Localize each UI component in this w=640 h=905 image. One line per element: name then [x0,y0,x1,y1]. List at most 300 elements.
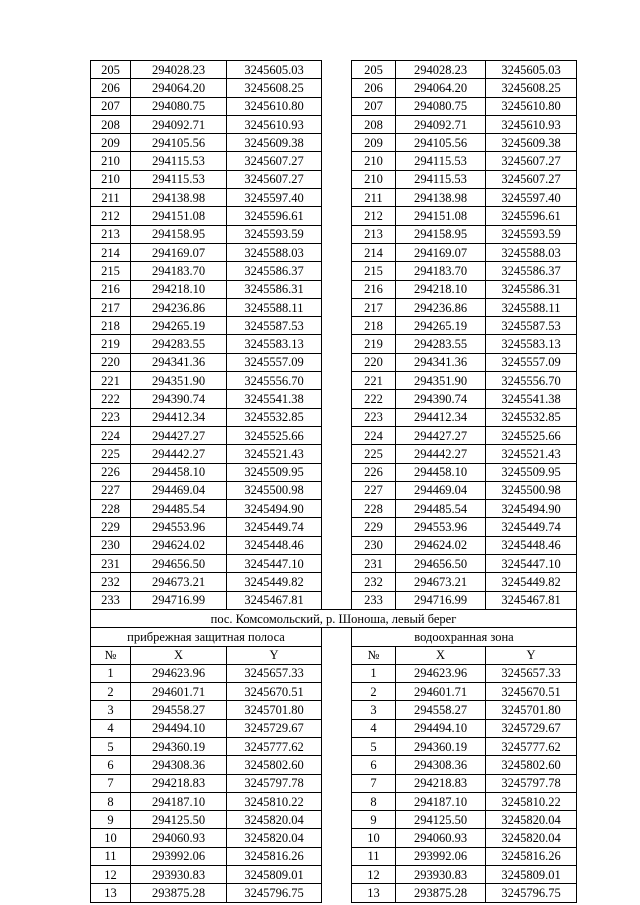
left-no-cell: 224 [91,426,131,444]
table-row [91,262,577,280]
left-no-cell: 227 [91,481,131,499]
column-gap [322,152,352,170]
right-no-cell: 10 [352,829,396,847]
left-y-cell: 3245586.37 [227,262,322,280]
right-y-cell: 3245586.31 [486,280,577,298]
left-x-cell: 294469.04 [131,481,227,499]
right-no-cell: 223 [352,408,396,426]
left-y-cell: 3245521.43 [227,445,322,463]
left-no-cell: 209 [91,134,131,152]
column-gap [322,866,352,884]
left-no-cell: 1 [91,664,131,682]
table-row [91,591,577,609]
right-y-cell: 3245586.37 [486,262,577,280]
column-gap [322,884,352,902]
right-no-cell: 206 [352,79,396,97]
table-row [91,500,577,518]
right-y-cell: 3245820.04 [486,829,577,847]
table-row [91,61,577,79]
table-row [91,573,577,591]
left-x-cell: 294060.93 [131,829,227,847]
left-y-cell: 3245802.60 [227,756,322,774]
right-no-cell: 12 [352,866,396,884]
right-no-cell: 228 [352,500,396,518]
right-y-cell: 3245521.43 [486,445,577,463]
table-row [91,317,577,335]
left-x-cell: 294601.71 [131,683,227,701]
right-no-cell: 210 [352,170,396,188]
left-y-cell: 3245588.03 [227,243,322,261]
right-no-cell: 233 [352,591,396,609]
left-no-cell: 12 [91,866,131,884]
right-x-cell: 294236.86 [396,298,486,316]
column-gap [322,225,352,243]
left-no-cell: 210 [91,152,131,170]
right-y-cell: 3245500.98 [486,481,577,499]
left-x-cell: 294716.99 [131,591,227,609]
table-body-top [91,61,577,610]
table-row [91,298,577,316]
left-y-cell: 3245820.04 [227,811,322,829]
table-row [91,719,577,737]
right-y-cell: 3245701.80 [486,701,577,719]
right-y-cell: 3245467.81 [486,591,577,609]
right-x-cell: 294060.93 [396,829,486,847]
left-no-cell: 218 [91,317,131,335]
right-no-cell: 3 [352,701,396,719]
left-col-header-no: № [91,646,131,664]
right-x-cell: 294125.50 [396,811,486,829]
right-x-cell: 294624.02 [396,536,486,554]
right-no-cell: 219 [352,335,396,353]
right-y-cell: 3245588.11 [486,298,577,316]
right-y-cell: 3245608.25 [486,79,577,97]
right-no-cell: 11 [352,847,396,865]
right-no-cell: 9 [352,811,396,829]
left-x-cell: 293875.28 [131,884,227,902]
table-row [91,683,577,701]
column-gap [322,847,352,865]
right-no-cell: 1 [352,664,396,682]
left-y-cell: 3245448.46 [227,536,322,554]
right-x-cell: 294265.19 [396,317,486,335]
right-x-cell: 294158.95 [396,225,486,243]
left-y-cell: 3245587.53 [227,317,322,335]
table-row [91,280,577,298]
table-row [91,555,577,573]
table-section-header [91,609,577,664]
right-no-cell: 226 [352,463,396,481]
left-y-cell: 3245447.10 [227,555,322,573]
left-x-cell: 294125.50 [131,811,227,829]
left-y-cell: 3245777.62 [227,737,322,755]
right-x-cell: 294308.36 [396,756,486,774]
left-y-cell: 3245609.38 [227,134,322,152]
left-y-cell: 3245541.38 [227,390,322,408]
left-no-cell: 4 [91,719,131,737]
column-gap [322,298,352,316]
column-gap [322,719,352,737]
right-y-cell: 3245449.82 [486,573,577,591]
left-y-cell: 3245820.04 [227,829,322,847]
column-gap [322,445,352,463]
right-no-cell: 205 [352,61,396,79]
left-y-cell: 3245596.61 [227,207,322,225]
right-col-header-y: Y [486,646,577,664]
left-x-cell: 293930.83 [131,866,227,884]
right-no-cell: 13 [352,884,396,902]
left-y-cell: 3245796.75 [227,884,322,902]
right-x-cell: 293875.28 [396,884,486,902]
table-row [91,536,577,554]
right-no-cell: 8 [352,792,396,810]
left-x-cell: 294341.36 [131,353,227,371]
left-x-cell: 294218.83 [131,774,227,792]
right-no-cell: 7 [352,774,396,792]
left-no-cell: 2 [91,683,131,701]
left-no-cell: 7 [91,774,131,792]
column-gap [322,115,352,133]
left-x-cell: 294169.07 [131,243,227,261]
left-x-cell: 294236.86 [131,298,227,316]
left-x-cell: 294673.21 [131,573,227,591]
left-x-cell: 294308.36 [131,756,227,774]
column-gap [322,756,352,774]
table-body-bottom [91,664,577,902]
right-y-cell: 3245802.60 [486,756,577,774]
table-row [91,811,577,829]
table-row [91,518,577,536]
column-gap [322,536,352,554]
column-gap [322,500,352,518]
table-row [91,115,577,133]
left-x-cell: 294427.27 [131,426,227,444]
left-x-cell: 294283.55 [131,335,227,353]
right-x-cell: 294187.10 [396,792,486,810]
left-x-cell: 294028.23 [131,61,227,79]
left-no-cell: 208 [91,115,131,133]
left-no-cell: 222 [91,390,131,408]
table-row [91,335,577,353]
left-no-cell: 214 [91,243,131,261]
right-no-cell: 232 [352,573,396,591]
left-x-cell: 294064.20 [131,79,227,97]
right-x-cell: 294390.74 [396,390,486,408]
right-y-cell: 3245557.09 [486,353,577,371]
table-row [91,426,577,444]
left-no-cell: 211 [91,189,131,207]
left-no-cell: 217 [91,298,131,316]
left-y-cell: 3245586.31 [227,280,322,298]
left-no-cell: 228 [91,500,131,518]
right-y-cell: 3245670.51 [486,683,577,701]
right-x-cell: 294656.50 [396,555,486,573]
right-y-cell: 3245449.74 [486,518,577,536]
right-x-cell: 294218.83 [396,774,486,792]
right-y-cell: 3245448.46 [486,536,577,554]
right-no-cell: 209 [352,134,396,152]
column-gap [322,97,352,115]
table-row [91,884,577,902]
column-gap [322,426,352,444]
right-y-cell: 3245447.10 [486,555,577,573]
right-no-cell: 217 [352,298,396,316]
column-gap [322,737,352,755]
column-gap [322,207,352,225]
table-row [91,134,577,152]
column-gap [322,829,352,847]
right-x-cell: 294138.98 [396,189,486,207]
right-no-cell: 5 [352,737,396,755]
right-x-cell: 294092.71 [396,115,486,133]
left-x-cell: 294485.54 [131,500,227,518]
right-x-cell: 293930.83 [396,866,486,884]
right-y-cell: 3245810.22 [486,792,577,810]
right-x-cell: 294427.27 [396,426,486,444]
right-no-cell: 213 [352,225,396,243]
left-no-cell: 223 [91,408,131,426]
coordinates-table [90,60,577,903]
right-x-cell: 294283.55 [396,335,486,353]
left-y-cell: 3245509.95 [227,463,322,481]
left-y-cell: 3245532.85 [227,408,322,426]
right-x-cell: 294469.04 [396,481,486,499]
right-y-cell: 3245593.59 [486,225,577,243]
right-no-cell: 6 [352,756,396,774]
column-gap [322,134,352,152]
right-col-header-x: X [396,646,486,664]
left-x-cell: 294092.71 [131,115,227,133]
left-x-cell: 293992.06 [131,847,227,865]
left-x-cell: 294558.27 [131,701,227,719]
column-gap [322,408,352,426]
left-x-cell: 294623.96 [131,664,227,682]
table-row [91,243,577,261]
right-y-cell: 3245809.01 [486,866,577,884]
left-x-cell: 294265.19 [131,317,227,335]
left-y-cell: 3245657.33 [227,664,322,682]
right-x-cell: 294169.07 [396,243,486,261]
right-x-cell: 294412.34 [396,408,486,426]
left-y-cell: 3245593.59 [227,225,322,243]
left-col-header-y: Y [227,646,322,664]
left-no-cell: 231 [91,555,131,573]
left-no-cell: 210 [91,170,131,188]
left-no-cell: 5 [91,737,131,755]
right-y-cell: 3245796.75 [486,884,577,902]
section-title: пос. Комсомольский, р. Шоноша, левый берег [91,609,577,627]
table-row [91,866,577,884]
right-x-cell: 294341.36 [396,353,486,371]
column-gap [322,481,352,499]
left-no-cell: 207 [91,97,131,115]
right-y-cell: 3245556.70 [486,372,577,390]
right-x-cell: 294080.75 [396,97,486,115]
column-gap [322,774,352,792]
left-no-cell: 212 [91,207,131,225]
right-col-header-no: № [352,646,396,664]
table-row [91,737,577,755]
left-x-cell: 294115.53 [131,152,227,170]
column-gap [322,573,352,591]
right-x-cell: 294623.96 [396,664,486,682]
right-no-cell: 218 [352,317,396,335]
right-x-cell: 294151.08 [396,207,486,225]
left-x-cell: 294390.74 [131,390,227,408]
right-x-cell: 294716.99 [396,591,486,609]
left-x-cell: 294138.98 [131,189,227,207]
left-x-cell: 294360.19 [131,737,227,755]
table-row [91,152,577,170]
right-y-cell: 3245587.53 [486,317,577,335]
table-row [91,189,577,207]
right-x-cell: 294064.20 [396,79,486,97]
column-gap [322,372,352,390]
right-y-cell: 3245610.80 [486,97,577,115]
left-x-cell: 294624.02 [131,536,227,554]
left-x-cell: 294412.34 [131,408,227,426]
table-row [91,792,577,810]
left-no-cell: 3 [91,701,131,719]
column-gap [322,79,352,97]
left-y-cell: 3245449.82 [227,573,322,591]
table-row [91,408,577,426]
left-x-cell: 294080.75 [131,97,227,115]
right-zone-heading: водоохранная зона [352,628,577,646]
right-no-cell: 222 [352,390,396,408]
right-no-cell: 210 [352,152,396,170]
left-y-cell: 3245583.13 [227,335,322,353]
column-gap [322,243,352,261]
left-no-cell: 221 [91,372,131,390]
right-x-cell: 294458.10 [396,463,486,481]
table-row [91,353,577,371]
right-x-cell: 294494.10 [396,719,486,737]
right-y-cell: 3245609.38 [486,134,577,152]
left-x-cell: 294105.56 [131,134,227,152]
right-no-cell: 2 [352,683,396,701]
left-no-cell: 232 [91,573,131,591]
right-no-cell: 220 [352,353,396,371]
table-row [91,701,577,719]
left-no-cell: 215 [91,262,131,280]
column-gap [322,683,352,701]
right-no-cell: 225 [352,445,396,463]
column-gap [322,591,352,609]
right-no-cell: 216 [352,280,396,298]
left-no-cell: 229 [91,518,131,536]
left-x-cell: 294218.10 [131,280,227,298]
column-gap [322,335,352,353]
column-gap [322,463,352,481]
column-gap [322,61,352,79]
right-x-cell: 294028.23 [396,61,486,79]
right-y-cell: 3245588.03 [486,243,577,261]
table-row [91,170,577,188]
right-y-cell: 3245729.67 [486,719,577,737]
left-no-cell: 230 [91,536,131,554]
right-y-cell: 3245583.13 [486,335,577,353]
right-no-cell: 207 [352,97,396,115]
left-no-cell: 10 [91,829,131,847]
right-no-cell: 208 [352,115,396,133]
right-no-cell: 231 [352,555,396,573]
left-y-cell: 3245610.93 [227,115,322,133]
left-x-cell: 294158.95 [131,225,227,243]
left-y-cell: 3245670.51 [227,683,322,701]
column-gap [322,811,352,829]
right-y-cell: 3245597.40 [486,189,577,207]
right-y-cell: 3245525.66 [486,426,577,444]
left-no-cell: 216 [91,280,131,298]
left-x-cell: 294656.50 [131,555,227,573]
left-y-cell: 3245557.09 [227,353,322,371]
right-y-cell: 3245820.04 [486,811,577,829]
left-y-cell: 3245449.74 [227,518,322,536]
left-no-cell: 11 [91,847,131,865]
column-gap [322,646,352,664]
left-x-cell: 294351.90 [131,372,227,390]
right-x-cell: 294442.27 [396,445,486,463]
right-x-cell: 294601.71 [396,683,486,701]
left-x-cell: 294183.70 [131,262,227,280]
table-row [91,756,577,774]
left-no-cell: 226 [91,463,131,481]
right-no-cell: 212 [352,207,396,225]
right-no-cell: 227 [352,481,396,499]
right-no-cell: 214 [352,243,396,261]
column-gap [322,628,352,646]
left-y-cell: 3245607.27 [227,170,322,188]
left-y-cell: 3245588.11 [227,298,322,316]
table-row [91,445,577,463]
left-no-cell: 233 [91,591,131,609]
left-y-cell: 3245608.25 [227,79,322,97]
right-y-cell: 3245607.27 [486,170,577,188]
right-y-cell: 3245596.61 [486,207,577,225]
left-y-cell: 3245701.80 [227,701,322,719]
table-row [91,847,577,865]
right-y-cell: 3245541.38 [486,390,577,408]
right-x-cell: 294485.54 [396,500,486,518]
column-gap [322,664,352,682]
left-x-cell: 294458.10 [131,463,227,481]
right-x-cell: 294115.53 [396,170,486,188]
left-no-cell: 9 [91,811,131,829]
right-no-cell: 229 [352,518,396,536]
right-x-cell: 294105.56 [396,134,486,152]
left-y-cell: 3245809.01 [227,866,322,884]
left-x-cell: 294442.27 [131,445,227,463]
left-col-header-x: X [131,646,227,664]
left-y-cell: 3245729.67 [227,719,322,737]
column-gap [322,390,352,408]
column-gap [322,189,352,207]
left-no-cell: 213 [91,225,131,243]
left-y-cell: 3245467.81 [227,591,322,609]
column-gap [322,170,352,188]
left-no-cell: 8 [91,792,131,810]
table-row [91,774,577,792]
right-y-cell: 3245777.62 [486,737,577,755]
right-x-cell: 294360.19 [396,737,486,755]
left-y-cell: 3245597.40 [227,189,322,207]
left-no-cell: 13 [91,884,131,902]
right-y-cell: 3245816.26 [486,847,577,865]
right-x-cell: 294183.70 [396,262,486,280]
right-no-cell: 224 [352,426,396,444]
left-y-cell: 3245810.22 [227,792,322,810]
